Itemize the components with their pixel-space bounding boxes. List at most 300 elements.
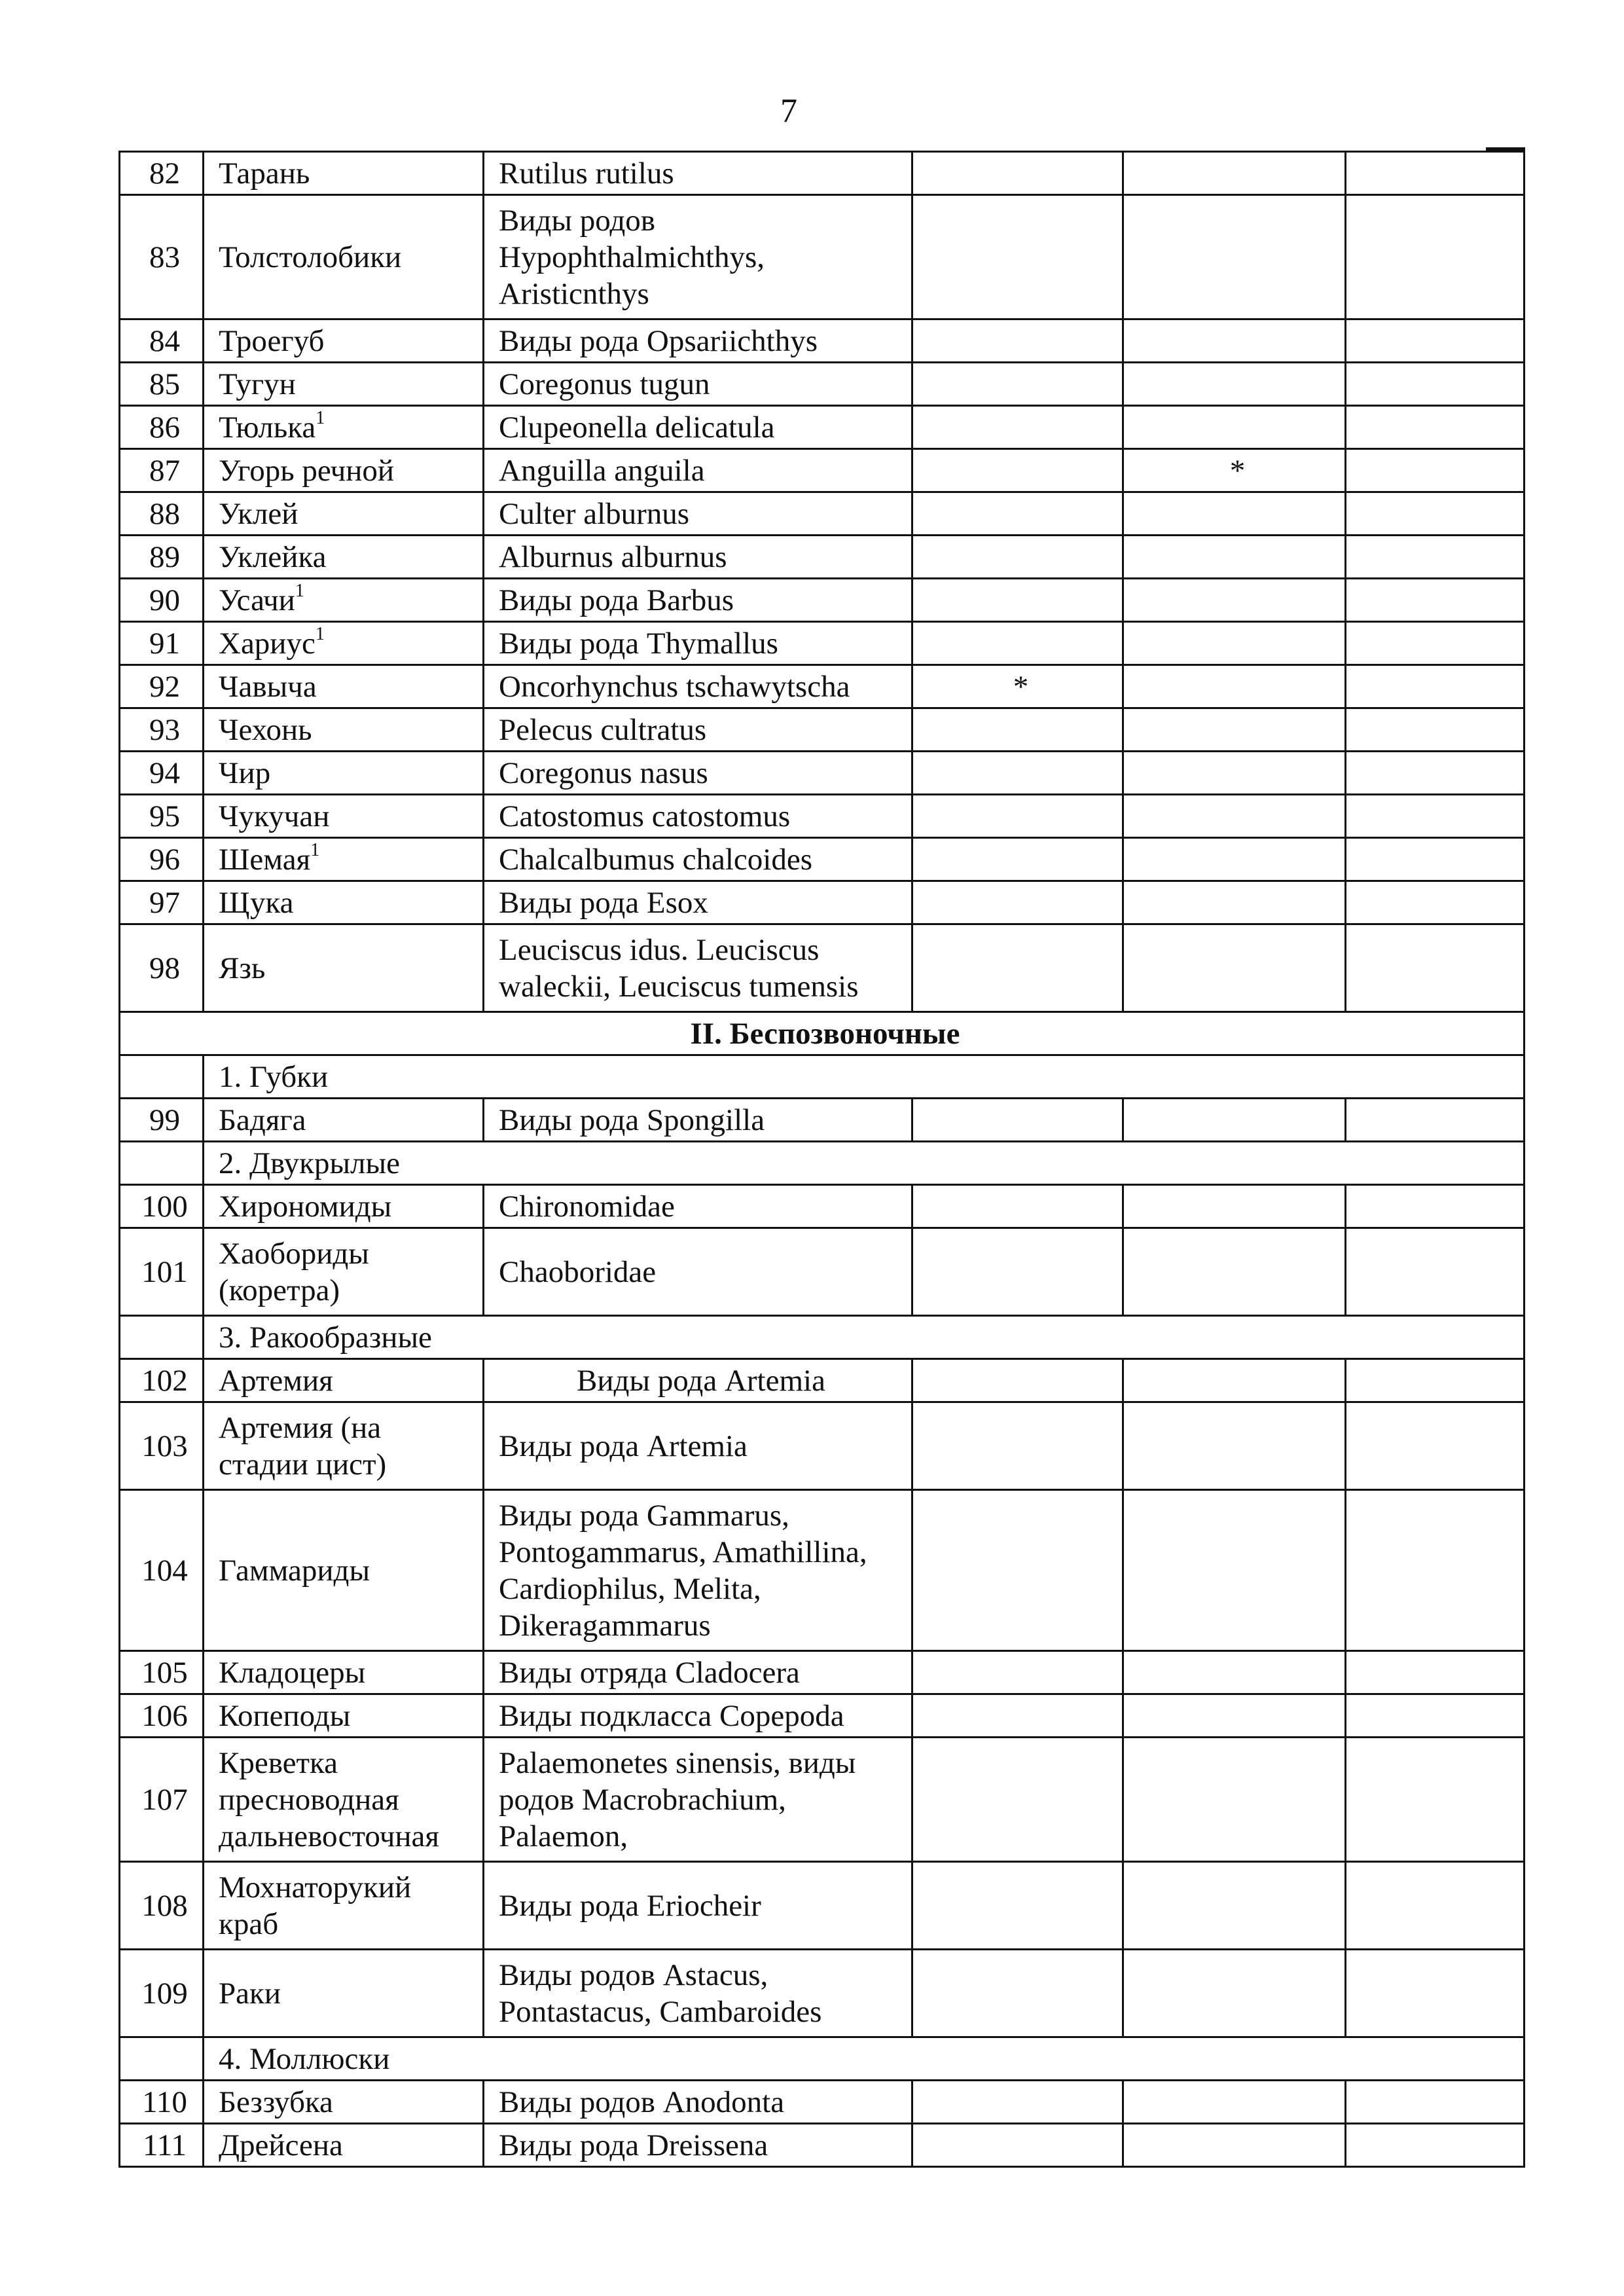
row-number-text: 96 [149, 842, 180, 877]
footnote-marker: 1 [315, 623, 325, 644]
table-row [120, 924, 1525, 1012]
footnote-marker: 1 [310, 839, 320, 860]
mark-cell [912, 579, 1123, 622]
common-name [204, 1862, 484, 1950]
table-row [120, 152, 1525, 195]
mark-cell [1123, 1490, 1346, 1651]
row-number [120, 665, 204, 708]
common-name [204, 1359, 484, 1402]
common-name-line: Раки [219, 1976, 281, 2011]
mark-cell [912, 1862, 1123, 1950]
species-table-body [120, 152, 1525, 2167]
row-number-text: 100 [141, 1189, 188, 1224]
row-number [120, 319, 204, 363]
latin-name [484, 1185, 912, 1228]
common-name [204, 319, 484, 363]
mark-cell [1346, 1402, 1525, 1490]
mark-cell [912, 881, 1123, 924]
mark-cell [1123, 1862, 1346, 1950]
common-name [204, 449, 484, 492]
mark-cell [1123, 579, 1346, 622]
latin-name-line: Виды подкласса Copepoda [499, 1698, 844, 1733]
group-row [120, 1316, 1525, 1359]
mark-cell [1123, 195, 1346, 319]
latin-name [484, 1099, 912, 1142]
common-name-text: Чир [219, 756, 271, 790]
mark-text: * [1013, 669, 1029, 704]
latin-name-line: Виды рода Thymallus [499, 626, 778, 661]
table-row [120, 536, 1525, 579]
row-number [120, 795, 204, 838]
table-row [120, 708, 1525, 752]
table-row [120, 1738, 1525, 1862]
mark-cell [912, 2124, 1123, 2167]
common-name-line: дальневосточная [219, 1819, 439, 1853]
mark-cell [1346, 1738, 1525, 1862]
row-number [120, 881, 204, 924]
common-name [204, 363, 484, 406]
row-number-text: 105 [141, 1655, 188, 1690]
common-name-line: краб [219, 1906, 279, 1941]
row-number [120, 492, 204, 536]
latin-name-line: Pontogammarus, Amathillina, [499, 1535, 867, 1569]
common-name [204, 1738, 484, 1862]
mark-cell [1123, 1738, 1346, 1862]
mark-cell [912, 1738, 1123, 1862]
row-number-text: 88 [149, 496, 180, 531]
common-name [204, 1651, 484, 1694]
mark-cell [1123, 1228, 1346, 1316]
table-row [120, 1402, 1525, 1490]
row-number [120, 1738, 204, 1862]
row-number [120, 449, 204, 492]
row-number-text: 95 [149, 799, 180, 833]
common-name [204, 1402, 484, 1490]
latin-name-line: Anguilla anguila [499, 453, 705, 488]
row-number-text: 103 [141, 1429, 188, 1463]
common-name-line: пресноводная [219, 1782, 399, 1817]
mark-cell [912, 622, 1123, 665]
latin-name [484, 795, 912, 838]
row-number-text: 99 [149, 1102, 180, 1137]
latin-name [484, 1490, 912, 1651]
row-number [120, 752, 204, 795]
latin-name-line: Виды рода Artemia [577, 1363, 825, 1398]
common-name-line: Копеподы [219, 1698, 351, 1733]
latin-name-line: Coregonus nasus [499, 756, 708, 790]
latin-name-line: Виды рода Barbus [499, 583, 734, 617]
mark-cell [1346, 838, 1525, 881]
common-name [204, 536, 484, 579]
footnote-marker: 1 [316, 407, 325, 428]
table-row [120, 1694, 1525, 1738]
table-row [120, 1099, 1525, 1142]
row-number-text: 93 [149, 712, 180, 747]
latin-name-line: Виды родов Anodonta [499, 2085, 785, 2119]
common-name [204, 492, 484, 536]
mark-cell [1346, 449, 1525, 492]
mark-cell [912, 1651, 1123, 1694]
row-number [120, 1228, 204, 1316]
group-heading [204, 1316, 1525, 1359]
mark-cell [1346, 536, 1525, 579]
latin-name-line: Alburnus alburnus [499, 539, 727, 574]
latin-name [484, 363, 912, 406]
row-number-text: 90 [149, 583, 180, 617]
mark-cell [912, 1950, 1123, 2037]
latin-name-line: Виды рода Spongilla [499, 1102, 765, 1137]
latin-name [484, 152, 912, 195]
table-row [120, 1950, 1525, 2037]
row-number [120, 195, 204, 319]
common-name [204, 1950, 484, 2037]
mark-cell [912, 536, 1123, 579]
mark-cell [1346, 1228, 1525, 1316]
mark-cell [1346, 795, 1525, 838]
common-name-text: Чавыча [219, 669, 317, 704]
mark-cell [1346, 406, 1525, 449]
common-name-text: Шемая [219, 842, 311, 877]
latin-name-line: Виды рода Dreissena [499, 2128, 768, 2162]
common-name-text: Тугун [219, 367, 296, 401]
row-number-text: 104 [141, 1553, 188, 1588]
row-number [120, 536, 204, 579]
row-number-text: 111 [142, 2128, 187, 2162]
latin-name-line: Chalcalbumus chalcoides [499, 842, 812, 877]
latin-name-line: родов Macrobrachium, [499, 1782, 786, 1817]
mark-cell [912, 363, 1123, 406]
mark-cell [1346, 579, 1525, 622]
group-row [120, 1055, 1525, 1099]
table-row [120, 363, 1525, 406]
table-row [120, 1490, 1525, 1651]
common-name-line: Бадяга [219, 1102, 306, 1137]
latin-name-line: Виды отряда Cladocera [499, 1655, 800, 1690]
mark-cell [1123, 152, 1346, 195]
mark-cell [912, 492, 1123, 536]
group-heading [204, 1142, 1525, 1185]
latin-name-line: Виды рода Artemia [499, 1429, 748, 1463]
row-number [120, 1359, 204, 1402]
row-number-text: 87 [149, 453, 180, 488]
mark-cell [1123, 1359, 1346, 1402]
latin-name-line: Виды родов Astacus, [499, 1958, 768, 1992]
latin-name-line: Rutilus rutilus [499, 156, 674, 191]
common-name-text: Троегуб [219, 323, 325, 358]
latin-name-line: Catostomus catostomus [499, 799, 791, 833]
latin-name-line: Palaemonetes sinensis, виды [499, 1745, 856, 1780]
table-row [120, 665, 1525, 708]
row-number-text: 107 [141, 1782, 188, 1817]
common-name [204, 1694, 484, 1738]
row-number [120, 1490, 204, 1651]
group-row [120, 1142, 1525, 1185]
group-heading [204, 2037, 1525, 2081]
table-row [120, 1651, 1525, 1694]
latin-name [484, 2081, 912, 2124]
common-name-line: Дрейсена [219, 2128, 343, 2162]
mark-cell [1123, 2124, 1346, 2167]
mark-cell [1123, 881, 1346, 924]
mark-cell [1346, 881, 1525, 924]
common-name [204, 2081, 484, 2124]
mark-cell [912, 795, 1123, 838]
mark-cell [1346, 1694, 1525, 1738]
row-number-text: 97 [149, 885, 180, 920]
common-name [204, 1228, 484, 1316]
row-number-text: 94 [149, 756, 180, 790]
row-number [120, 1099, 204, 1142]
mark-cell [1346, 1099, 1525, 1142]
common-name [204, 2124, 484, 2167]
row-number [120, 1862, 204, 1950]
mark-cell [1346, 2081, 1525, 2124]
row-number-text: 82 [149, 156, 180, 191]
common-name-text: Язь [219, 951, 266, 985]
common-name-line: Артемия [219, 1363, 333, 1398]
mark-cell [1123, 319, 1346, 363]
mark-cell [912, 1694, 1123, 1738]
row-number [120, 708, 204, 752]
table-row [120, 406, 1525, 449]
row-number-text: 83 [149, 240, 180, 274]
table-row [120, 1359, 1525, 1402]
mark-cell [1123, 363, 1346, 406]
latin-name [484, 2124, 912, 2167]
group-heading-text: 1. Губки [219, 1059, 329, 1094]
mark-cell [912, 2081, 1123, 2124]
mark-cell [912, 752, 1123, 795]
common-name-line: Беззубка [219, 2085, 333, 2119]
row-number [120, 2081, 204, 2124]
mark-cell [1123, 1099, 1346, 1142]
mark-cell [912, 924, 1123, 1012]
mark-cell [912, 1099, 1123, 1142]
mark-cell [1346, 1359, 1525, 1402]
group-number-empty [120, 1316, 204, 1359]
latin-name [484, 449, 912, 492]
latin-name [484, 492, 912, 536]
group-heading-text: 2. Двукрылые [219, 1146, 400, 1180]
mark-cell [1123, 1694, 1346, 1738]
mark-cell [912, 195, 1123, 319]
common-name-text: Уклейка [219, 539, 327, 574]
group-row [120, 2037, 1525, 2081]
common-name-text: Усачи [219, 583, 295, 617]
section-row [120, 1012, 1525, 1055]
latin-name-line: Coregonus tugun [499, 367, 710, 401]
table-row [120, 881, 1525, 924]
latin-name [484, 708, 912, 752]
common-name-line: Кладоцеры [219, 1655, 366, 1690]
table-row [120, 752, 1525, 795]
latin-name [484, 1694, 912, 1738]
mark-cell [912, 838, 1123, 881]
row-number-text: 92 [149, 669, 180, 704]
mark-cell [1346, 1490, 1525, 1651]
row-number [120, 406, 204, 449]
mark-cell [1123, 1950, 1346, 2037]
latin-name [484, 924, 912, 1012]
latin-name [484, 665, 912, 708]
common-name-line: Креветка [219, 1745, 338, 1780]
footnote-marker: 1 [295, 580, 304, 601]
mark-cell [1123, 838, 1346, 881]
group-number-empty [120, 2037, 204, 2081]
row-number [120, 1950, 204, 2037]
common-name [204, 406, 484, 449]
table-row [120, 1185, 1525, 1228]
latin-name-line: Виды рода Opsariichthys [499, 323, 818, 358]
latin-name-line: Pontastacus, Cambaroides [499, 1994, 822, 2029]
row-number-text: 85 [149, 367, 180, 401]
table-row [120, 2081, 1525, 2124]
common-name [204, 752, 484, 795]
row-number [120, 2124, 204, 2167]
mark-cell [1346, 1651, 1525, 1694]
latin-name-line: Hypophthalmichthys, [499, 240, 765, 274]
mark-cell [1123, 752, 1346, 795]
section-heading [120, 1012, 1525, 1055]
row-number-text: 89 [149, 539, 180, 574]
row-number [120, 622, 204, 665]
mark-cell [1346, 622, 1525, 665]
section-heading-text: II. Беспозвоночные [690, 1016, 960, 1051]
mark-cell [912, 406, 1123, 449]
latin-name [484, 1228, 912, 1316]
latin-name-line: Виды рода Eriocheir [499, 1888, 761, 1923]
common-name-text: Угорь речной [219, 453, 395, 488]
common-name [204, 195, 484, 319]
mark-cell [1123, 492, 1346, 536]
mark-cell [1123, 1651, 1346, 1694]
row-number-text: 110 [142, 2085, 187, 2119]
common-name-line: Хаобориды [219, 1236, 369, 1271]
latin-name [484, 195, 912, 319]
group-number-empty [120, 1055, 204, 1099]
row-number [120, 1651, 204, 1694]
common-name-text: Чукучан [219, 799, 330, 833]
common-name [204, 1099, 484, 1142]
latin-name-line: waleckii, Leuciscus tumensis [499, 969, 859, 1004]
group-heading [204, 1055, 1525, 1099]
mark-cell [1346, 363, 1525, 406]
mark-cell [1346, 1950, 1525, 2037]
latin-name-line: Виды родов [499, 203, 655, 238]
mark-cell [1123, 924, 1346, 1012]
common-name [204, 924, 484, 1012]
latin-name [484, 838, 912, 881]
mark-cell [1123, 1402, 1346, 1490]
common-name-text: Чехонь [219, 712, 312, 747]
latin-name-line: Dikeragammarus [499, 1608, 711, 1643]
row-number [120, 1185, 204, 1228]
latin-name [484, 1651, 912, 1694]
row-number [120, 363, 204, 406]
mark-cell [912, 1185, 1123, 1228]
common-name [204, 665, 484, 708]
mark-cell [912, 1490, 1123, 1651]
common-name-line: Хирономиды [219, 1189, 392, 1224]
common-name-text: Щука [219, 885, 294, 920]
table-row [120, 195, 1525, 319]
common-name [204, 579, 484, 622]
row-number [120, 924, 204, 1012]
latin-name-line: Cardiophilus, Melita, [499, 1571, 761, 1606]
latin-name [484, 579, 912, 622]
mark-cell [1346, 152, 1525, 195]
row-number-text: 106 [141, 1698, 188, 1733]
page-number: 7 [780, 92, 797, 130]
row-number-text: 101 [141, 1254, 188, 1289]
latin-name-line: Виды рода Esox [499, 885, 708, 920]
row-number-text: 91 [149, 626, 180, 661]
common-name-line: (коретра) [219, 1273, 340, 1307]
latin-name-line: Leuciscus idus. Leuciscus [499, 932, 820, 967]
mark-cell [1346, 924, 1525, 1012]
group-heading-text: 3. Ракообразные [219, 1320, 432, 1355]
table-row [120, 579, 1525, 622]
common-name [204, 152, 484, 195]
table-row [120, 492, 1525, 536]
latin-name [484, 1738, 912, 1862]
latin-name-line: Chaoboridae [499, 1254, 657, 1289]
table-row [120, 838, 1525, 881]
common-name-text: Тарань [219, 156, 310, 191]
latin-name [484, 1950, 912, 2037]
common-name [204, 708, 484, 752]
mark-cell [1346, 665, 1525, 708]
latin-name-line: Chironomidae [499, 1189, 675, 1224]
latin-name [484, 536, 912, 579]
latin-name-line: Pelecus cultratus [499, 712, 707, 747]
latin-name-line: Aristicnthys [499, 276, 649, 311]
latin-name [484, 319, 912, 363]
mark-cell [1346, 2124, 1525, 2167]
row-number [120, 579, 204, 622]
mark-cell [1346, 708, 1525, 752]
row-number-text: 102 [141, 1363, 188, 1398]
row-number-text: 108 [141, 1888, 188, 1923]
mark-cell [1346, 319, 1525, 363]
species-table [118, 151, 1525, 2168]
mark-cell [912, 1359, 1123, 1402]
mark-cell [1123, 708, 1346, 752]
row-number [120, 1694, 204, 1738]
common-name [204, 881, 484, 924]
common-name [204, 1490, 484, 1651]
table-row [120, 795, 1525, 838]
mark-text: * [1229, 453, 1246, 488]
table-row [120, 622, 1525, 665]
latin-name [484, 752, 912, 795]
latin-name-line: Palaemon, [499, 1819, 628, 1853]
mark-cell [1123, 1185, 1346, 1228]
mark-cell [912, 1228, 1123, 1316]
mark-cell [1123, 406, 1346, 449]
common-name-text: Уклей [219, 496, 298, 531]
common-name [204, 1185, 484, 1228]
mark-cell [912, 665, 1123, 708]
table-row [120, 1862, 1525, 1950]
common-name-line: Гаммариды [219, 1553, 370, 1588]
table-row [120, 449, 1525, 492]
latin-name-line: Culter alburnus [499, 496, 690, 531]
common-name [204, 622, 484, 665]
table-row [120, 319, 1525, 363]
latin-name-line: Виды рода Gammarus, [499, 1498, 789, 1533]
row-number-text: 86 [149, 410, 180, 445]
